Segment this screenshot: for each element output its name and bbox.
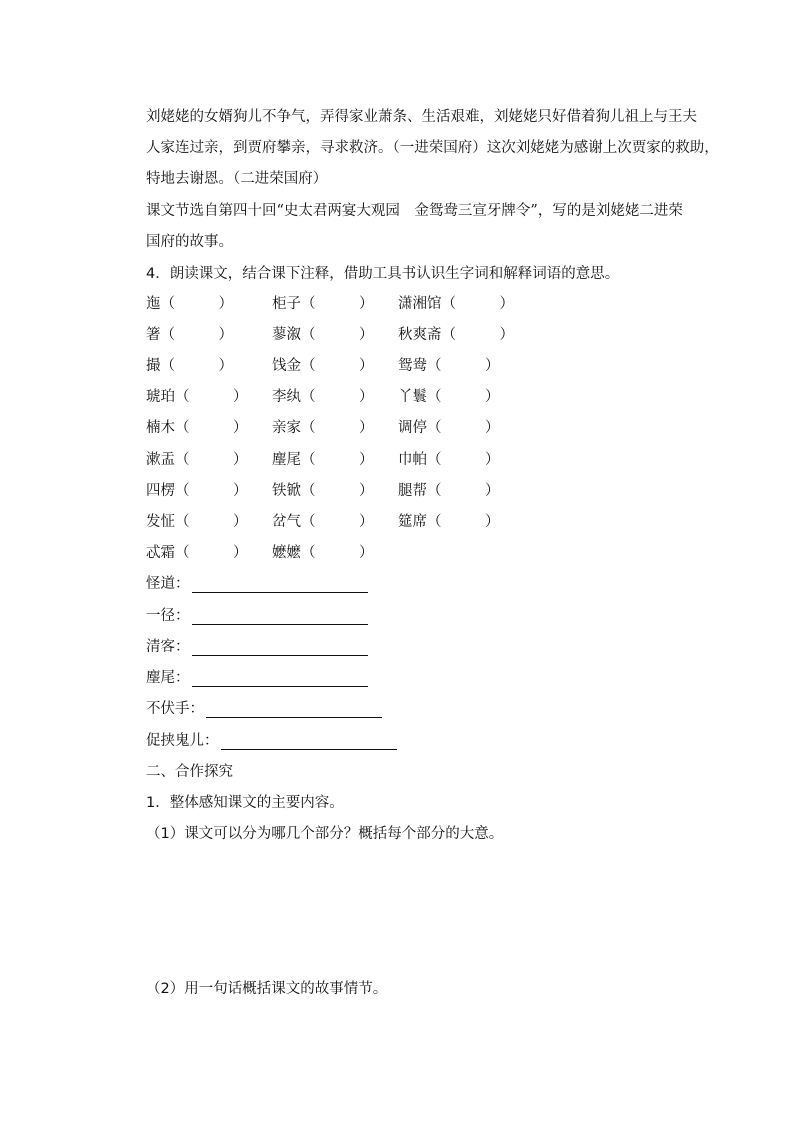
answer-blank[interactable] xyxy=(221,735,397,750)
vocab-item: 亲家（ ） xyxy=(272,420,374,436)
question-1-1: （1）课文可以分为哪几个部分？概括每个部分的大意。 xyxy=(146,826,504,842)
vocab-item: 李纨（ ） xyxy=(272,389,374,405)
answer-blank[interactable] xyxy=(192,672,368,687)
vocab-item: 秋爽斋（ ） xyxy=(398,327,514,343)
intro-line-4-a: 课文节选自第四十回 xyxy=(146,203,277,219)
answer-blank[interactable] xyxy=(192,578,368,593)
intro-line-4 xyxy=(146,199,683,220)
vocab-item: 饯金（ ） xyxy=(272,358,374,374)
vocab-item: 筵席（ ） xyxy=(398,514,500,530)
vocab-item: 漱盂（ ） xyxy=(146,452,248,468)
definition-label: 清客： xyxy=(146,639,190,655)
vocab-item: 楠木（ ） xyxy=(146,420,248,436)
answer-blank[interactable] xyxy=(206,703,382,718)
definition-row xyxy=(146,697,382,718)
intro-line-3: 特地去谢恩。（二进荣国府） xyxy=(146,171,328,187)
question-1: 1．整体感知课文的主要内容。 xyxy=(146,795,344,811)
chapter-title: “史太君两宴大观园 金鸳鸯三宣牙牌令” xyxy=(276,203,538,219)
intro-line-1: 刘姥姥的女婿狗儿不争气，弄得家业萧条、生活艰难，刘姥姥只好借着狗儿祖上与王夫 xyxy=(146,109,697,125)
definition-label: 麈尾： xyxy=(146,670,190,686)
definition-row xyxy=(146,666,368,687)
vocab-item: 柜子（ ） xyxy=(272,296,374,312)
definition-row xyxy=(146,729,397,750)
answer-blank[interactable] xyxy=(192,641,368,656)
vocab-item: 铁锨（ ） xyxy=(272,483,374,499)
answer-blank[interactable] xyxy=(192,610,368,625)
vocab-item: 麈尾（ ） xyxy=(272,452,374,468)
vocab-item: 四楞（ ） xyxy=(146,483,248,499)
vocab-item: 嬷嬷（ ） xyxy=(272,545,374,561)
definition-row xyxy=(146,604,368,625)
vocab-item: 琥珀（ ） xyxy=(146,389,248,405)
definition-label: 怪道： xyxy=(146,576,190,592)
section2-title: 二、合作探究 xyxy=(146,764,233,780)
vocab-item: 蓼溆（ ） xyxy=(272,327,374,343)
vocab-item: 岔气（ ） xyxy=(272,514,374,530)
vocab-item: 箸（ ） xyxy=(146,327,233,343)
task4-title: 4．朗读课文，结合课下注释，借助工具书认识生字词和解释词语的意思。 xyxy=(146,266,620,282)
intro-line-4-c: ，写的是刘姥姥二进荣 xyxy=(537,203,683,219)
vocab-item: 调停（ ） xyxy=(398,420,500,436)
vocab-item: 腿帮（ ） xyxy=(398,483,500,499)
question-1-2: （2）用一句话概括课文的故事情节。 xyxy=(146,981,388,997)
definition-label: 不伏手： xyxy=(146,701,204,717)
vocab-item: 潇湘馆（ ） xyxy=(398,296,514,312)
definition-row xyxy=(146,572,368,593)
definition-label: 促挟鬼儿： xyxy=(146,733,219,749)
intro-line-2: 人家连过亲，到贾府攀亲，寻求救济。（一进荣国府）这次刘姥姥为感谢上次贾家的救助， xyxy=(146,140,719,156)
definition-row xyxy=(146,635,368,656)
vocab-item: 忒霜（ ） xyxy=(146,545,248,561)
vocab-item: 撮（ ） xyxy=(146,358,233,374)
vocab-item: 巾帕（ ） xyxy=(398,452,500,468)
intro-line-5: 国府的故事。 xyxy=(146,234,233,250)
vocab-item: 鸳鸯（ ） xyxy=(398,358,500,374)
definition-label: 一径： xyxy=(146,608,190,624)
vocab-item: 丫鬟（ ） xyxy=(398,389,500,405)
vocab-item: 发怔（ ） xyxy=(146,514,248,530)
vocab-item: 迤（ ） xyxy=(146,296,233,312)
